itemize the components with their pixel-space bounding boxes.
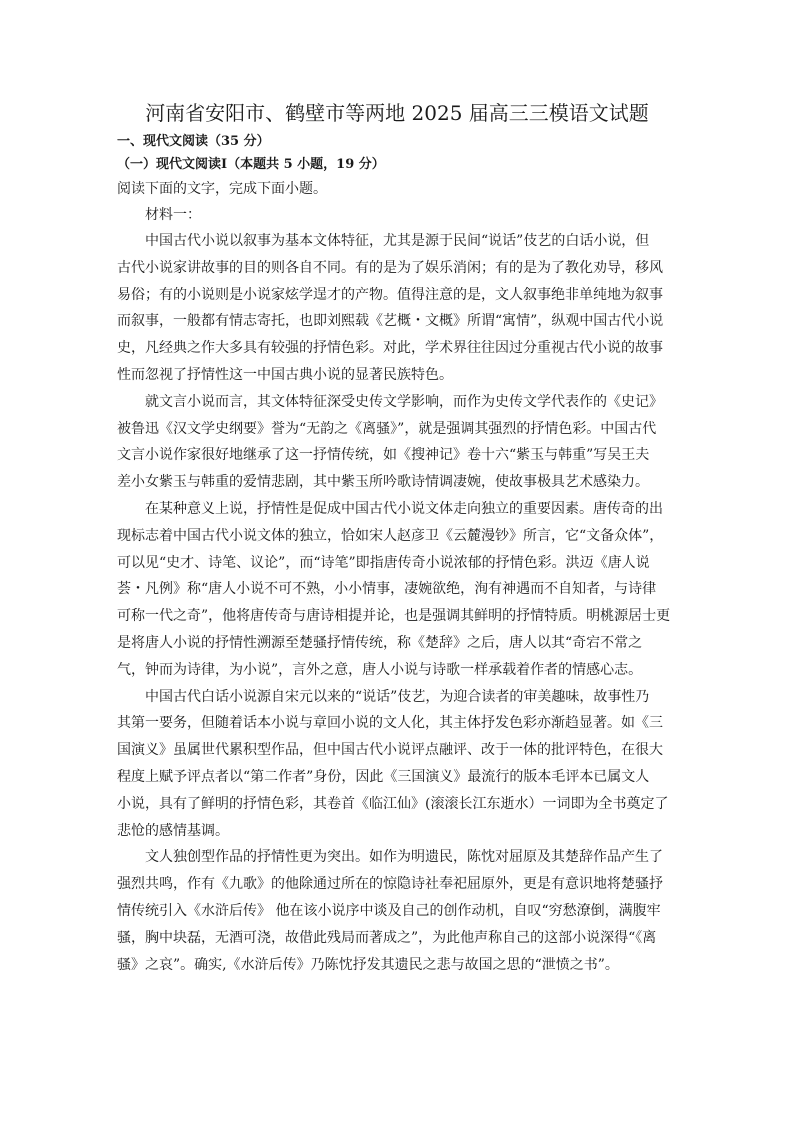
subsection-heading: （一）现代文阅读Ⅰ（本题共 5 小题，19 分） [117,157,385,172]
article-paragraph [117,844,677,978]
paragraph-line: 被鲁迅《汉文学史纲要》誉为“无韵之《离骚》”，就是强调其强烈的抒情色彩。中国古代 [117,420,657,437]
paragraph-line: 性而忽视了抒情性这一中国古典小说的显著民族特色。 [117,366,453,383]
reading-instruction: 阅读下面的文字，完成下面小题。 [117,181,327,197]
paragraph-line: 就文言小说而言，其文体特征深受史传文学影响，而作为史传文学代表作的《史记》 [145,393,663,410]
paragraph-line: 易俗；有的小说则是小说家炫学逞才的产物。值得注意的是，文人叙事绝非单纯地为叙事 [117,286,663,303]
paragraph-line: 小说，具有了鲜明的抒情色彩，其卷首《临江仙》(滚滚长江东逝水）一词即为全书奠定了 [117,795,669,812]
section-heading: 一、现代文阅读（35 分） [117,134,270,149]
paragraph-line: 中国古代白话小说源自宋元以来的“说话”伎艺，为迎合读者的审美趣味，故事性乃 [145,688,650,705]
paragraph-line: 强烈共鸣，作有《九歌》的他除通过所在的惊隐诗社奉祀屈原外，更是有意识地将楚骚抒 [117,876,663,893]
paragraph-line: 可称一代之奇”，他将唐传奇与唐诗相提并论，也是强调其鲜明的抒情特质。明桃源居士更 [117,608,671,625]
paragraph-line: 文人独创型作品的抒情性更为突出。如作为明遗民，陈忱对屈原及其楚辞作品产生了 [145,849,663,866]
document-page [117,96,677,978]
article-body [117,228,677,978]
paragraph-line: 是将唐人小说的抒情性溯源至楚骚抒情传统，称《楚辞》之后，唐人以其“奇宕不常之 [117,634,643,651]
paragraph-line: 而叙事，一般都有情志寄托，也即刘熙载《艺概・文概》所谓“寓情”，纵观中国古代小说 [117,313,664,330]
paragraph-line: 荟・凡例》称“唐人小说不可不熟，小小情事，凄婉欲绝，洵有神遇而不自知者，与诗律 [117,581,657,598]
paragraph-line: 史，凡经典之作大多具有较强的抒情色彩。对此，学术界往往因过分重视古代小说的故事 [117,340,663,357]
paragraph-line: 差小女紫玉与韩重的爱情悲剧，其中紫玉所吟歌诗情调凄婉，使故事极具艺术感染力。 [117,474,649,491]
paragraph-line: 古代小说家讲故事的目的则各自不同。有的是为了娱乐消闲；有的是为了教化劝导，移风 [117,259,663,276]
paragraph-line: 国演义》虽属世代累积型作品，但中国古代小说评点融评、改于一体的批评特色，在很大 [117,742,663,759]
paragraph-line: 现标志着中国古代小说文体的独立，恰如宋人赵彦卫《云麓漫钞》所言，它“文备众体”， [117,527,664,544]
paragraph-line: 程度上赋予评点者以“第二作者”身份，因此《三国演义》最流行的版本毛评本已属文人 [117,768,650,785]
article-paragraph [117,684,677,845]
paragraph-line: 中国古代小说以叙事为基本文体特征，尤其是源于民间“说话”伎艺的白话小说，但 [145,233,650,249]
paragraph-line: 情传统引入《水浒后传》 他在该小说序中谈及自己的创作动机，自叹“穷愁潦倒，满腹牢 [117,902,661,919]
paragraph-line: 悲怆的感情基调。 [117,822,229,839]
page-title: 河南省安阳市、鹤壁市等两地 2025 届高三三模语文试题 [145,101,649,125]
paragraph-line: 可以见“史才、诗笔、议论”，而“诗笔”即指唐传奇小说浓郁的抒情色彩。洪迈《唐人说 [117,554,650,571]
material-label: 材料一： [145,207,201,223]
paragraph-line: 文言小说作家很好地继承了这一抒情传统，如《搜神记》卷十六“紫玉与韩重”写吴王夫 [117,447,650,464]
paragraph-line: 其第一要务，但随着话本小说与章回小说的文人化，其主体抒发色彩亦渐趋显著。如《三 [117,715,663,732]
paragraph-line: 骚，胸中块磊，无酒可浇，故借此残局而著成之”，为此他声称自己的这部小说深得“《离 [117,929,657,946]
paragraph-line: 在某种意义上说，抒情性是促成中国古代小说文体走向独立的重要因素。唐传奇的出 [145,500,663,517]
paragraph-line: 气，钟而为诗律，为小说”，言外之意，唐人小说与诗歌一样承载着作者的情感心志。 [117,661,643,678]
article-paragraph [117,228,677,389]
article-paragraph [117,389,677,496]
article-paragraph [117,496,677,684]
paragraph-line: 骚》之哀”。确实,《水浒后传》乃陈忱抒发其遗民之悲与故国之思的“泄愤之书”。 [117,956,619,973]
